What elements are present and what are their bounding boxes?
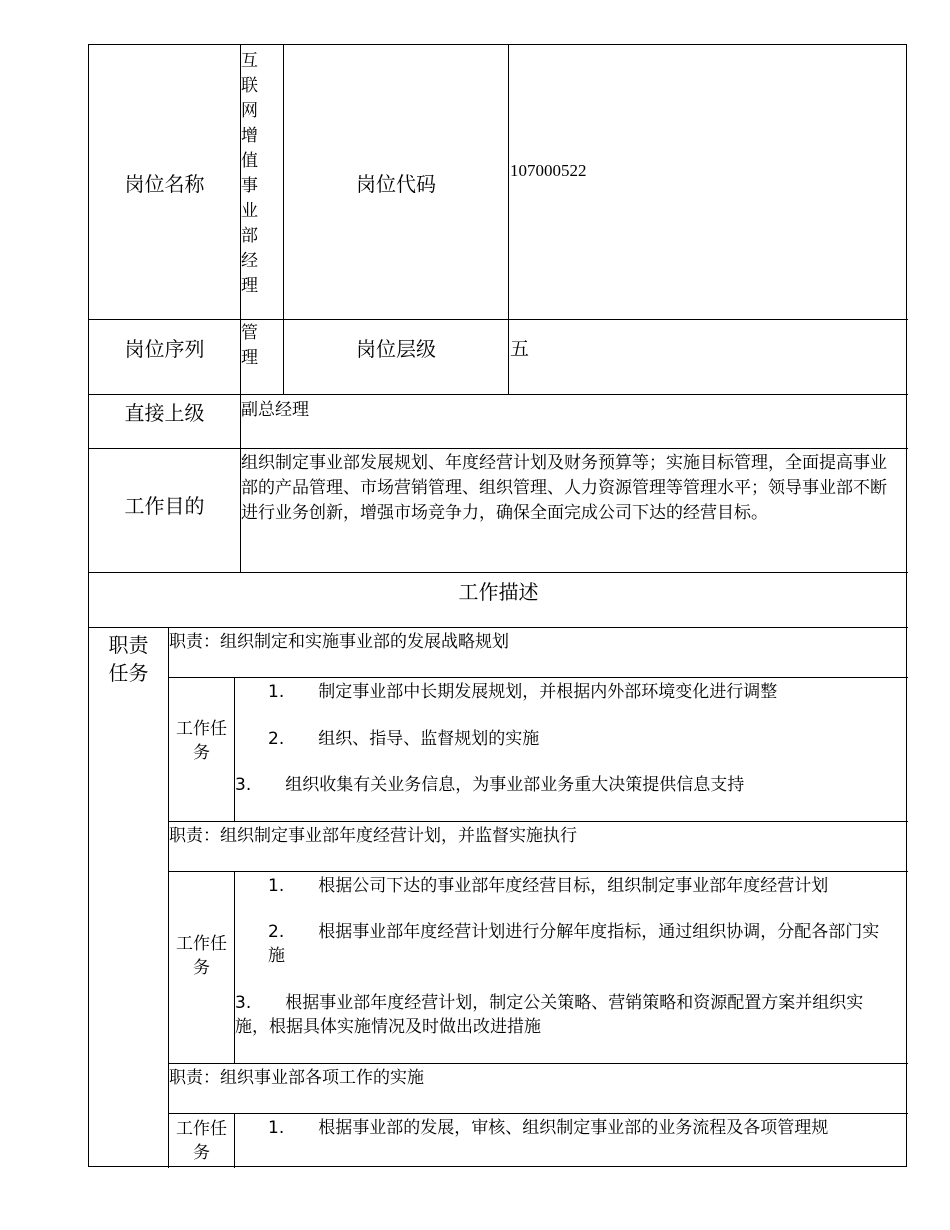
col-divider [234, 1113, 235, 1168]
row-divider [168, 821, 908, 822]
position-name-value: 互联网增值事业部经理 [241, 51, 258, 296]
task-item: 3. 组织收集有关业务信息，为事业部业务重大决策提供信息支持 [235, 775, 745, 795]
position-level-value: 五 [510, 338, 530, 360]
row-divider [168, 1063, 908, 1064]
duty-title: 职责：组织制定事业部年度经营计划，并监督实施执行 [169, 826, 577, 846]
row-divider [168, 871, 908, 872]
duty-title: 职责：组织制定和实施事业部的发展战略规划 [169, 632, 509, 652]
task-label: 工作任务 [176, 1119, 227, 1163]
col-divider [508, 45, 509, 394]
col-divider [234, 677, 235, 821]
position-series-label: 岗位序列 [124, 336, 205, 361]
task-item: 2. 根据事业部年度经营计划进行分解年度指标，通过组织协调，分配各部门实施 [268, 922, 880, 966]
task-item: 3. 根据事业部年度经营计划，制定公关策略、营销策略和资源配置方案并组织实施，根据具体实施情况及时做出改进措施 [235, 993, 864, 1037]
work-purpose-value: 组织制定事业部发展规划、年度经营计划及财务预算等；实施目标管理，全面提高事业部的产品管理、市场营销管理、组织管理、人力资源管理等管理水平；领导事业部不断进行业务创新，增强市场竞争力，确保全面完成公司下达的经营目标。 [241, 453, 887, 523]
task-label: 工作任务 [176, 719, 227, 763]
duty-title: 职责：组织事业部各项工作的实施 [169, 1068, 424, 1088]
task-item: 1. 根据公司下达的事业部年度经营目标，组织制定事业部年度经营计划 [268, 876, 829, 896]
task-item: 1. 制定事业部中长期发展规划，并根据内外部环境变化进行调整 [268, 682, 778, 702]
task-item: 1. 根据事业部的发展，审核、组织制定事业部的业务流程及各项管理规 [268, 1118, 829, 1138]
position-name-label: 岗位名称 [124, 171, 205, 196]
row-divider [168, 677, 908, 678]
position-series-value: 管理 [241, 323, 258, 368]
task-label: 工作任务 [176, 934, 227, 978]
position-code-label: 岗位代码 [356, 171, 436, 196]
duties-label: 职责任务 [108, 633, 149, 685]
job-description-table [88, 44, 907, 1167]
direct-superior-label: 直接上级 [124, 400, 205, 425]
work-purpose-label: 工作目的 [124, 493, 205, 518]
task-item: 2. 组织、指导、监督规划的实施 [268, 729, 540, 749]
position-code-value: 107000522 [510, 161, 587, 180]
position-level-label: 岗位层级 [356, 336, 436, 361]
direct-superior-value: 副总经理 [241, 400, 309, 420]
row-divider [168, 1113, 908, 1114]
row-divider [89, 627, 908, 628]
work-description-title: 工作描述 [458, 579, 539, 604]
